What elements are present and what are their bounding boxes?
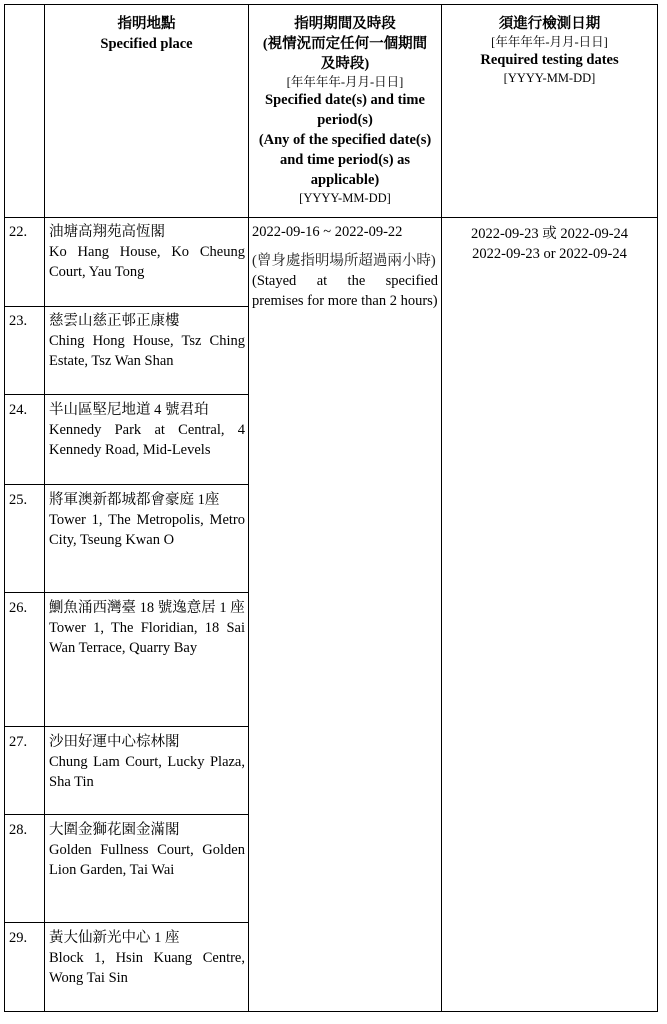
testing-cell bbox=[442, 224, 657, 264]
place-cell bbox=[49, 400, 245, 460]
period-range: 2022-09-16 ~ 2022-09-22 bbox=[252, 224, 403, 240]
table-border-top bbox=[4, 4, 658, 5]
place-cell bbox=[49, 820, 245, 880]
period-note-zh: (曾身處指明場所超過兩小時) bbox=[252, 253, 436, 269]
row-number: 28. bbox=[9, 822, 28, 838]
place-name-en: Chung Lam Court, Lucky Plaza, Sha Tin bbox=[49, 754, 245, 790]
row-number: 29. bbox=[9, 930, 28, 946]
row-divider bbox=[4, 592, 249, 593]
header-period bbox=[258, 14, 432, 206]
row-divider bbox=[4, 814, 249, 815]
table-border-right bbox=[657, 4, 658, 1012]
row-number: 27. bbox=[9, 734, 28, 750]
row-number: 26. bbox=[9, 600, 28, 616]
place-name-zh: 鰂魚涌西灣臺 18 號逸意居 1 座 bbox=[49, 600, 245, 616]
row-divider bbox=[4, 394, 249, 395]
place-name-zh: 慈雲山慈正邨正康樓 bbox=[49, 313, 180, 329]
place-cell bbox=[49, 732, 245, 792]
place-name-en: Ching Hong House, Tsz Ching Estate, Tsz Wan Shan bbox=[49, 333, 245, 369]
row-divider bbox=[4, 726, 249, 727]
header-testing bbox=[442, 14, 657, 86]
place-cell bbox=[49, 311, 245, 371]
header-testing-zh: 須進行檢測日期 bbox=[498, 16, 601, 32]
place-name-zh: 黃大仙新光中心 1 座 bbox=[49, 930, 180, 946]
row-divider bbox=[4, 484, 249, 485]
header-period-en: Specified date(s) and time period(s) bbox=[265, 92, 425, 128]
header-place bbox=[45, 14, 248, 54]
header-place-zh: 指明地點 bbox=[117, 16, 176, 32]
row-divider bbox=[4, 922, 249, 923]
row-number: 25. bbox=[9, 492, 28, 508]
place-name-zh: 沙田好運中心棕林閣 bbox=[49, 734, 180, 750]
place-name-en: Tower 1, The Metropolis, Metro City, Tseung Kwan O bbox=[49, 512, 245, 548]
header-testing-format-en: [YYYY-MM-DD] bbox=[503, 71, 596, 85]
header-testing-en: Required testing dates bbox=[480, 52, 619, 68]
place-name-zh: 半山區堅尼地道 4 號君珀 bbox=[49, 402, 209, 418]
column-divider-place bbox=[248, 4, 249, 1012]
row-number: 24. bbox=[9, 402, 28, 418]
place-name-en: Kennedy Park at Central, 4 Kennedy Road, Mid-Levels bbox=[49, 422, 245, 458]
place-cell bbox=[49, 222, 245, 282]
place-name-zh: 油塘高翔苑高恆閣 bbox=[49, 224, 165, 240]
table-border-left bbox=[4, 4, 5, 1012]
place-cell bbox=[49, 928, 245, 988]
header-place-en: Specified place bbox=[100, 36, 193, 52]
place-name-en: Block 1, Hsin Kuang Centre, Wong Tai Sin bbox=[49, 950, 245, 986]
row-number: 22. bbox=[9, 224, 28, 240]
header-divider bbox=[4, 217, 658, 218]
place-name-en: Tower 1, The Floridian, 18 Sai Wan Terrace, Quarry Bay bbox=[49, 620, 245, 656]
testing-dates-zh: 2022-09-23 或 2022-09-24 bbox=[470, 226, 629, 242]
header-testing-format-zh: [年年年年-月月-日日] bbox=[491, 35, 608, 49]
row-number: 23. bbox=[9, 313, 28, 329]
place-cell bbox=[49, 490, 245, 550]
period-cell bbox=[252, 222, 438, 311]
header-period-zh: 指明期間及時段 bbox=[294, 16, 396, 32]
column-divider-number bbox=[44, 4, 45, 1012]
header-period-en-note: (Any of the specified date(s) and time period(s) as applicable) bbox=[258, 132, 432, 188]
header-period-format-zh: [年年年年-月月-日日] bbox=[286, 75, 404, 89]
header-period-format-en: [YYYY-MM-DD] bbox=[299, 191, 391, 205]
period-note-en: (Stayed at the specified premises for more than 2 hours) bbox=[252, 273, 438, 309]
header-period-zh-note: (視情況而定任何一個期間及時段) bbox=[262, 36, 428, 72]
place-name-zh: 大圍金獅花園金滿閣 bbox=[49, 822, 180, 838]
column-divider-period bbox=[441, 4, 442, 1012]
place-cell bbox=[49, 598, 245, 658]
place-name-en: Ko Hang House, Ko Cheung Court, Yau Tong bbox=[49, 244, 245, 280]
table-border-bottom bbox=[4, 1011, 658, 1012]
testing-dates-en: 2022-09-23 or 2022-09-24 bbox=[472, 246, 627, 262]
row-divider bbox=[4, 306, 249, 307]
place-name-zh: 將軍澳新都城都會豪庭 1座 bbox=[49, 492, 220, 508]
place-name-en: Golden Fullness Court, Golden Lion Garden, Tai Wai bbox=[49, 842, 245, 878]
